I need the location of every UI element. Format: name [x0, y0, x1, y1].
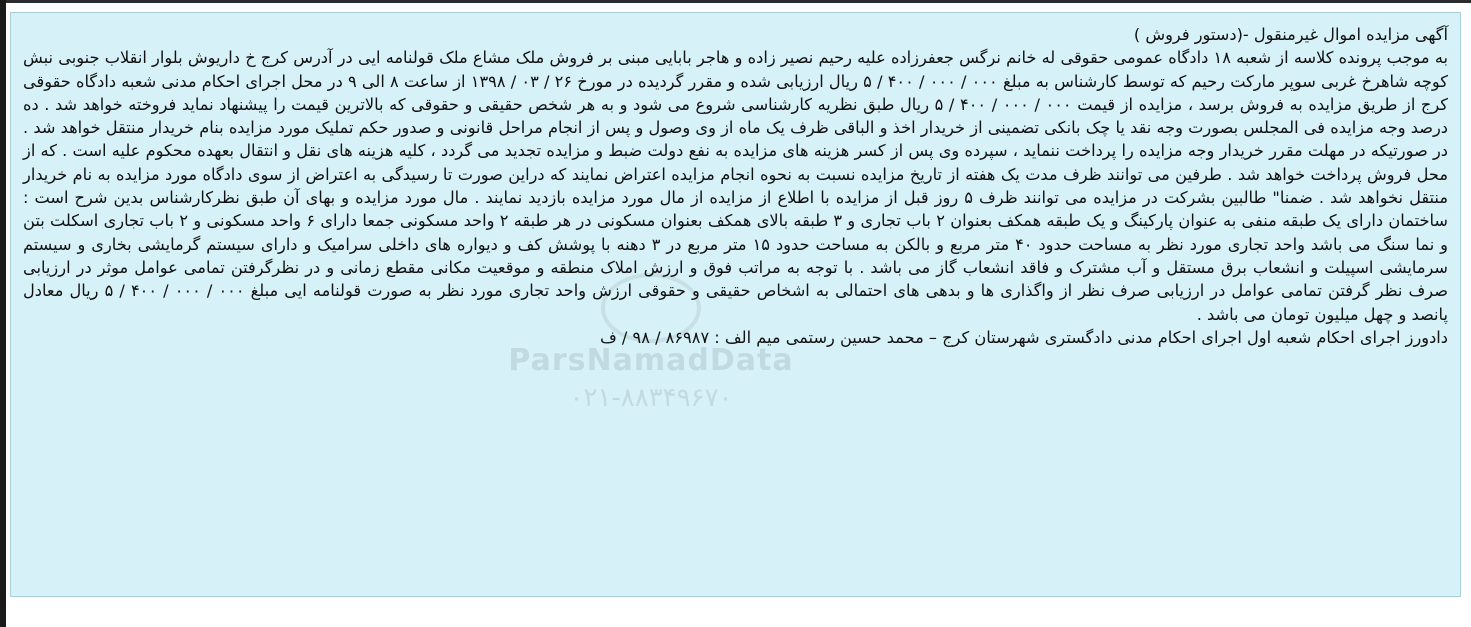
- top-divider: [0, 0, 1471, 3]
- auction-notice-box: [10, 12, 1461, 597]
- watermark-phone: ۰۲۱-۸۸۳۴۹۶۷۰: [569, 383, 733, 413]
- notice-content: [23, 23, 1448, 349]
- left-border: [0, 0, 6, 627]
- notice-signature: دادورز اجرای احکام شعبه اول اجرای احکام مدنی دادگستری شهرستان کرج – محمد حسین رستمی میم الف : ۸۶۹۸۷ / ۹۸ / ف: [600, 327, 1448, 347]
- watermark-text: ParsNamadData: [508, 343, 794, 378]
- notice-title: آگهی مزایده اموال غیرمنقول -(دستور فروش ): [1133, 25, 1448, 44]
- notice-body: به موجب پرونده کلاسه از شعبه ۱۸ دادگاه عمومی حقوقی له خانم نرگس جعفرزاده علیه رحیم نصیر زاده و هاجر بابایی مبنی بر فروش ملک مشاع ملک قولنامه ایی در آدرس کرج خ داریوش بلوار انقلاب جنوبی نبش کوچه شاهرخ غربی سوپر مارکت رحیم که توسط کارشناس به مبلغ ۰۰۰ / ۰۰۰ / ۴۰۰ / ۵ ریال ارزیابی شده و مقرر گردیده در مورخ ۲۶ / ۰۳ / ۱۳۹۸ از ساعت ۸ الی ۹ در محل اجرای احکام مدنی شعبه دادگاه حقوقی کرج از طریق مزایده به فروش برسد ، مزایده از قیمت ۰۰۰ / ۰۰۰ / ۴۰۰ / ۵ ریال طبق نظریه کارشناسی شروع می شود و به هر شخص حقیقی و حقوقی که بالاترین قیمت را پیشنهاد نماید فروخته خواهد شد . ده درصد وجه مزایده فی المجلس بصورت وجه نقد یا چک بانکی تضمینی از خریدار اخذ و الباقی ظرف یک ماه از وی وصول و پس از انجام مراحل قانونی و صدور حکم تملیک مورد مزایده بنام خریدار منتقل خواهد شد . در صورتیکه در مهلت مقرر خریدار وجه مزایده را پرداخت ننماید ، سپرده وی پس از کسر هزینه های مزایده به نفع دولت ضبط و مزایده تجدید می گردد ، کلیه هزینه های نقل و انتقال بعهده محکوم علیه است . که از محل فروش پرداخت خواهد شد . طرفین می توانند ظرف مدت یک هفته از تاریخ مزایده نسبت به نحوه انجام مزایده اعتراض نمایند که دراین صورت تا رسیدگی به اعتراض از سوی دادگاه مورد مزایده به نام خریدار منتقل نخواهد شد . ضمنا" طالبین بشرکت در مزایده می توانند ظرف ۵ روز قبل از مزایده با اطلاع از مزایده از مال مورد مزایده بازدید نمایند . مال مورد مزایده و بهای آن طبق نظرکارشناس بدین شرح است : ساختمان دارای یک طبقه منفی به عنوان پارکینگ و یک طبقه همکف بعنوان ۲ باب تجاری و ۳ طبقه بالای همکف بعنوان مسکونی در هر طبقه ۲ واحد مسکونی جمعا دارای ۶ واحد مسکونی و ۲ باب تجاری اسکلت بتن و نما سنگ می باشد واحد تجاری مورد نظر به مساحت حدود ۴۰ متر مربع و بالکن به مساحت حدود ۱۵ متر مربع در ۳ دهنه با پوشش کف و دیواره های داخلی سرامیک و دارای سیستم گرمایشی بخاری و سیستم سرمایشی اسپیلت و انشعاب برق مستقل و آب مشترک و فاقد انشعاب گاز می باشد . با توجه به مراتب فوق و ارزش املاک منطقه و موقعیت مکانی مقطع زمانی و در نظرگرفتن تمامی عوامل موثر در ارزیابی صرف نظر گرفتن تمامی عوامل در ارزیابی صرف نظر از واگذاری ها و بدهی های احتمالی به اشخاص حقیقی و حقوقی ارزش واحد تجاری مورد نظر به صورت قولنامه ایی مبلغ ۰۰۰ / ۰۰۰ / ۴۰۰ / ۵ ریال معادل پانصد و چهل میلیون تومان می باشد .: [23, 48, 1449, 324]
